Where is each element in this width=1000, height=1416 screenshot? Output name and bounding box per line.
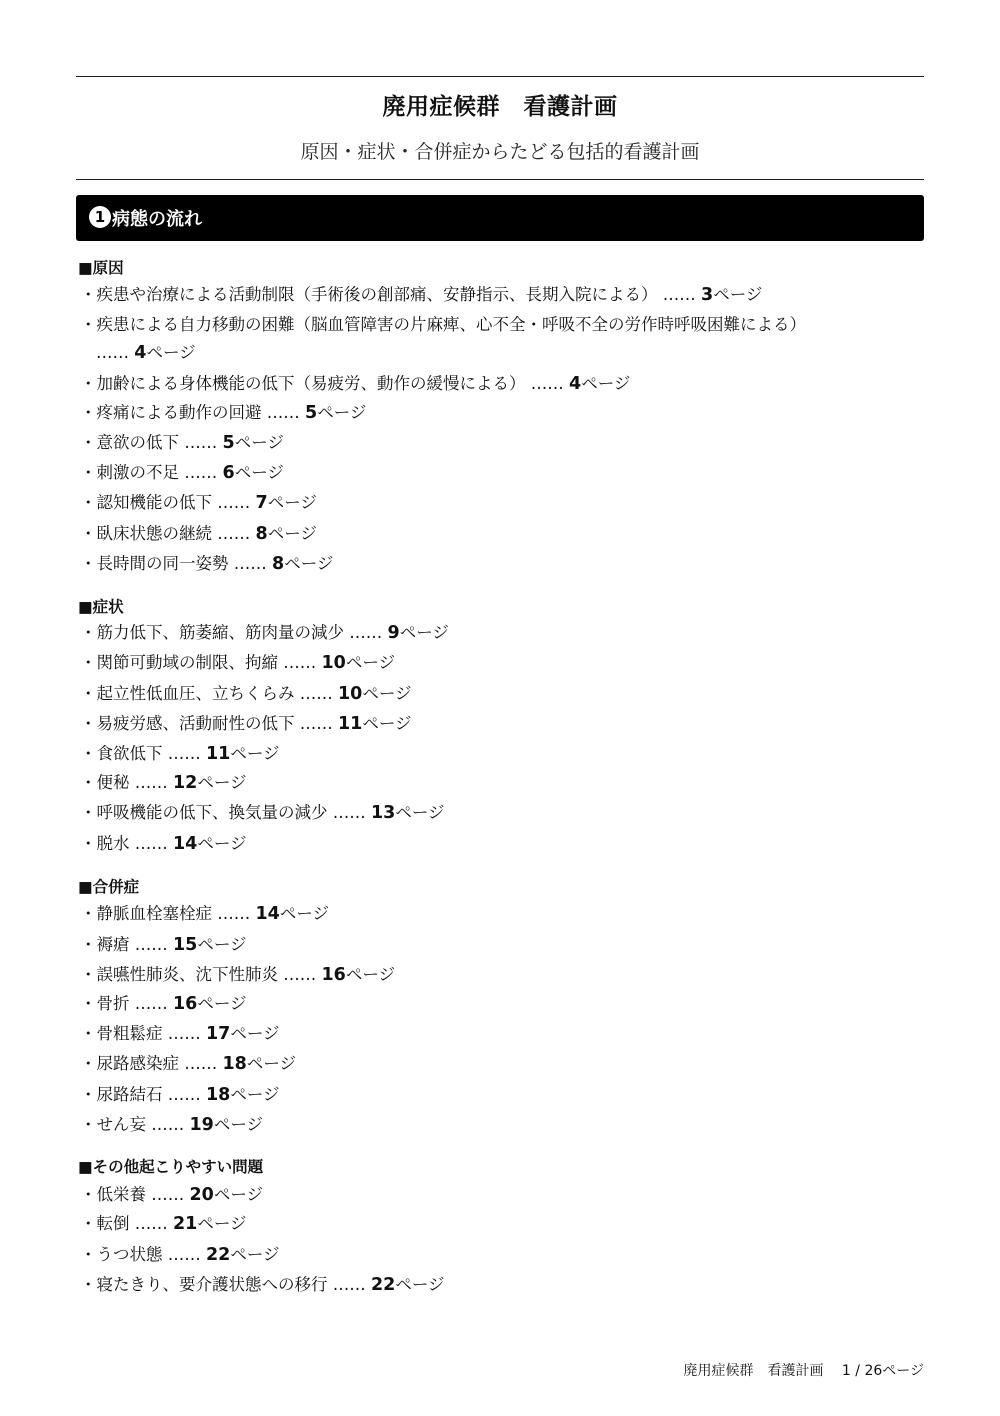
page-number: 13 [371, 803, 396, 823]
list-item: ・褥瘡 …… 15ページ [80, 935, 247, 955]
section-header [76, 195, 924, 241]
list-item: ・臥床状態の継続 …… 8ページ [80, 524, 317, 544]
list-item: ・骨粗鬆症 …… 17ページ [80, 1024, 280, 1044]
group-heading-cause: ■原因 [78, 259, 124, 277]
page-number: 11 [338, 714, 363, 734]
page-number: 9 [387, 623, 400, 643]
page-number: 18 [222, 1054, 247, 1074]
section-title: 病態の流れ [112, 209, 202, 230]
page-number: 6 [222, 463, 235, 483]
list-item: ・疾患や治療による活動制限（手術後の創部痛、安静指示、長期入院による） …… 3ページ [80, 285, 763, 305]
list-item: ・筋力低下、筋萎縮、筋肉量の減少 …… 9ページ [80, 623, 449, 643]
list-item: ・疾患による自力移動の困難（脳血管障害の片麻痺、心不全・呼吸不全の労作時呼吸困難による） [80, 315, 806, 334]
list-item: ・疼痛による動作の回避 …… 5ページ [80, 403, 367, 423]
page-footer: 廃用症候群 看護計画 1 / 26ページ [683, 1363, 924, 1379]
page-number: 3 [701, 285, 714, 305]
page-number: 16 [173, 994, 198, 1014]
page-number: 5 [222, 433, 235, 453]
list-item: ・意欲の低下 …… 5ページ [80, 433, 284, 453]
page-number: 4 [569, 374, 582, 394]
page-number: 14 [173, 834, 198, 854]
page-number: 22 [371, 1275, 396, 1295]
list-item: ・易疲労感、活動耐性の低下 …… 11ページ [80, 714, 412, 734]
list-item: ・低栄養 …… 20ページ [80, 1185, 264, 1205]
list-item: ・食欲低下 …… 11ページ [80, 744, 280, 764]
page-title: 廃用症候群 看護計画 [382, 94, 618, 120]
list-item: ・関節可動域の制限、拘縮 …… 10ページ [80, 653, 396, 673]
list-item: ・寝たきり、要介護状態への移行 …… 22ページ [80, 1275, 445, 1295]
list-item: ・尿路感染症 …… 18ページ [80, 1054, 297, 1074]
page-number: 21 [173, 1214, 198, 1234]
list-item: ・認知機能の低下 …… 7ページ [80, 493, 317, 513]
page-number: 8 [272, 554, 285, 574]
page-number: 5 [305, 403, 318, 423]
page-subtitle: 原因・症状・合併症からたどる包括的看護計画 [300, 141, 700, 163]
list-item-continuation: …… 4ページ [96, 343, 196, 363]
list-item: ・便秘 …… 12ページ [80, 773, 247, 793]
page-number: 10 [321, 653, 346, 673]
header-rule [76, 179, 924, 180]
page-number: 16 [321, 965, 346, 985]
page-number: 15 [173, 935, 198, 955]
group-heading-symptom: ■症状 [78, 598, 124, 616]
page-number: 10 [338, 684, 363, 704]
list-item: ・長時間の同一姿勢 …… 8ページ [80, 554, 334, 574]
list-item: ・加齢による身体機能の低下（易疲労、動作の緩慢による） …… 4ページ [80, 374, 631, 394]
page-number: 22 [206, 1245, 231, 1265]
page-number: 17 [206, 1024, 231, 1044]
top-rule [76, 76, 924, 77]
group-heading-other: ■その他起こりやすい問題 [78, 1158, 264, 1176]
group-heading-complication: ■合併症 [78, 878, 140, 896]
page-number: 8 [255, 524, 268, 544]
list-item: ・脱水 …… 14ページ [80, 834, 247, 854]
list-item: ・転倒 …… 21ページ [80, 1214, 247, 1234]
list-item: ・せん妄 …… 19ページ [80, 1115, 264, 1135]
page-number: 12 [173, 773, 198, 793]
list-item: ・誤嚥性肺炎、沈下性肺炎 …… 16ページ [80, 965, 396, 985]
page-number: 14 [255, 904, 280, 924]
list-item: ・うつ状態 …… 22ページ [80, 1245, 280, 1265]
section-number-badge: 1 [89, 206, 111, 228]
page-number: 19 [189, 1115, 214, 1135]
page-number: 7 [255, 493, 268, 513]
page-number: 20 [189, 1185, 214, 1205]
page-number: 11 [206, 744, 231, 764]
list-item: ・呼吸機能の低下、換気量の減少 …… 13ページ [80, 803, 445, 823]
list-item: ・骨折 …… 16ページ [80, 994, 247, 1014]
page-number: 18 [206, 1085, 231, 1105]
page-number: 4 [134, 343, 147, 363]
list-item: ・刺激の不足 …… 6ページ [80, 463, 284, 483]
list-item: ・尿路結石 …… 18ページ [80, 1085, 280, 1105]
list-item: ・静脈血栓塞栓症 …… 14ページ [80, 904, 330, 924]
list-item: ・起立性低血圧、立ちくらみ …… 10ページ [80, 684, 412, 704]
